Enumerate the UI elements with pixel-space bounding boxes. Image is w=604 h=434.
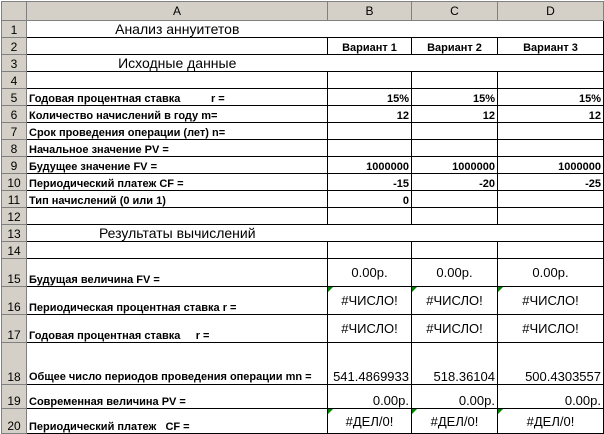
column-header-d[interactable]: D [498,2,604,21]
sheet-row [2,208,604,225]
sheet-row [2,55,604,72]
sheet-row [2,315,604,343]
cell-a11[interactable]: Тип начислений (0 или 1) [27,191,328,208]
row-header[interactable]: 15 [2,259,27,287]
cell-a19[interactable]: Современная величина PV = [27,385,328,409]
sheet-row [2,123,604,140]
cell-a18[interactable]: Общее число периодов проведения операции mn = [27,343,328,385]
row-header[interactable]: 9 [2,157,27,174]
row-header[interactable]: 16 [2,287,27,315]
sheet-row [2,157,604,174]
sheet-row [2,225,604,242]
row-header[interactable]: 13 [2,225,27,242]
cell-c3[interactable] [412,55,498,72]
row-header[interactable]: 10 [2,174,27,191]
cell-d13[interactable] [498,225,604,242]
cell-b8[interactable] [328,140,412,157]
sheet-row [2,343,604,385]
cell-a14[interactable] [27,242,328,259]
sheet-row [2,106,604,123]
row-header[interactable]: 12 [2,208,27,225]
cell-a12[interactable] [27,208,328,225]
cell-b2[interactable]: Вариант 1 [328,38,412,55]
cell-d9[interactable]: 1000000 [498,157,604,174]
row-header[interactable]: 4 [2,72,27,89]
cell-d5[interactable]: 15% [498,89,604,106]
cell-c2[interactable]: Вариант 2 [412,38,498,55]
cell-d6[interactable]: 12 [498,106,604,123]
cell-c6[interactable]: 12 [412,106,498,123]
cell-a17[interactable]: Годовая процентная ставка r = [27,315,328,343]
spreadsheet-grid [1,1,604,434]
cell-d1[interactable] [498,21,604,38]
row-header[interactable]: 7 [2,123,27,140]
cell-d4[interactable] [498,72,604,89]
column-header-c[interactable]: C [412,2,498,21]
cell-c4[interactable] [412,72,498,89]
cell-a1[interactable]: Анализ аннуитетов [27,21,328,38]
cell-c17[interactable]: #ЧИСЛО! [412,315,498,343]
cell-b18[interactable]: 541.4869933 [328,343,412,385]
sheet-row [2,409,604,434]
cell-a9[interactable]: Будущее значение FV = [27,157,328,174]
cell-a20[interactable]: Периодический платеж CF = [27,409,328,434]
row-header[interactable]: 17 [2,315,27,343]
cell-c16[interactable]: #ЧИСЛО! [412,287,498,315]
cell-c7[interactable] [412,123,498,140]
row-header[interactable]: 8 [2,140,27,157]
cell-d20[interactable]: #ДЕЛ/0! [498,409,604,434]
cell-b14[interactable] [328,242,412,259]
cell-d11[interactable] [498,191,604,208]
column-header-b[interactable]: B [328,2,412,21]
cell-d12[interactable] [498,208,604,225]
row-header[interactable]: 14 [2,242,27,259]
cell-b1[interactable] [328,21,412,38]
cell-c18[interactable]: 518.36104 [412,343,498,385]
cell-d3[interactable] [498,55,604,72]
cell-d7[interactable] [498,123,604,140]
row-header[interactable]: 6 [2,106,27,123]
cell-a5[interactable]: Годовая процентная ставка r = [27,89,328,106]
cell-d16[interactable]: #ЧИСЛО! [498,287,604,315]
cell-a16[interactable]: Периодическая процентная ставка r = [27,287,328,315]
row-header[interactable]: 2 [2,38,27,55]
cell-a10[interactable]: Периодический платеж CF = [27,174,328,191]
cell-d17[interactable]: #ЧИСЛО! [498,315,604,343]
cell-b19[interactable]: 0.00р. [328,385,412,409]
cell-c11[interactable] [412,191,498,208]
cell-a6[interactable]: Количество начислений в году m= [27,106,328,123]
sheet-row [2,385,604,409]
cell-c10[interactable]: -20 [412,174,498,191]
select-all-corner[interactable] [2,2,27,21]
row-header[interactable]: 18 [2,343,27,385]
cell-a15[interactable]: Будущая величина FV = [27,259,328,287]
row-header[interactable]: 1 [2,21,27,38]
cell-d15[interactable]: 0.00р. [498,259,604,287]
sheet-row [2,259,604,287]
cell-a2[interactable] [27,38,328,55]
cell-c14[interactable] [412,242,498,259]
sheet-row [2,174,604,191]
cell-b4[interactable] [328,72,412,89]
cell-d19[interactable]: 0.00р. [498,385,604,409]
cell-c19[interactable]: 0.00р. [412,385,498,409]
cell-b15[interactable]: 0.00р. [328,259,412,287]
cell-d2[interactable]: Вариант 3 [498,38,604,55]
row-header[interactable]: 20 [2,409,27,434]
column-header-row [2,2,604,21]
row-header[interactable]: 3 [2,55,27,72]
cell-b7[interactable] [328,123,412,140]
sheet-row [2,38,604,55]
cell-c8[interactable] [412,140,498,157]
cell-d8[interactable] [498,140,604,157]
cell-c20[interactable]: #ДЕЛ/0! [412,409,498,434]
cell-b20[interactable]: #ДЕЛ/0! [328,409,412,434]
row-header[interactable]: 5 [2,89,27,106]
cell-b9[interactable]: 1000000 [328,157,412,174]
cell-b10[interactable]: -15 [328,174,412,191]
cell-b17[interactable]: #ЧИСЛО! [328,315,412,343]
sheet-row [2,191,604,208]
cell-c13[interactable] [412,225,498,242]
cell-a4[interactable] [27,72,328,89]
cell-b5[interactable]: 15% [328,89,412,106]
cell-c12[interactable] [412,208,498,225]
cell-b11[interactable]: 0 [328,191,412,208]
sheet-row [2,242,604,259]
cell-c1[interactable] [412,21,498,38]
sheet-row [2,89,604,106]
sheet-row [2,140,604,157]
cell-a13[interactable]: Результаты вычислений [27,225,328,242]
cell-d14[interactable] [498,242,604,259]
cell-b13[interactable] [328,225,412,242]
cell-d10[interactable]: -25 [498,174,604,191]
sheet-row [2,287,604,315]
cell-d18[interactable]: 500.4303557 [498,343,604,385]
row-header[interactable]: 19 [2,385,27,409]
cell-c15[interactable]: 0.00р. [412,259,498,287]
cell-b12[interactable] [328,208,412,225]
cell-c9[interactable]: 1000000 [412,157,498,174]
cell-a8[interactable]: Начальное значение PV = [27,140,328,157]
cell-b3[interactable] [328,55,412,72]
row-header[interactable]: 11 [2,191,27,208]
cell-b6[interactable]: 12 [328,106,412,123]
cell-a3[interactable]: Исходные данные [27,55,328,72]
cell-c5[interactable]: 15% [412,89,498,106]
cell-a7[interactable]: Срок проведения операции (лет) n= [27,123,328,140]
column-header-a[interactable]: A [27,2,328,21]
sheet-row [2,72,604,89]
sheet-row [2,21,604,38]
cell-b16[interactable]: #ЧИСЛО! [328,287,412,315]
